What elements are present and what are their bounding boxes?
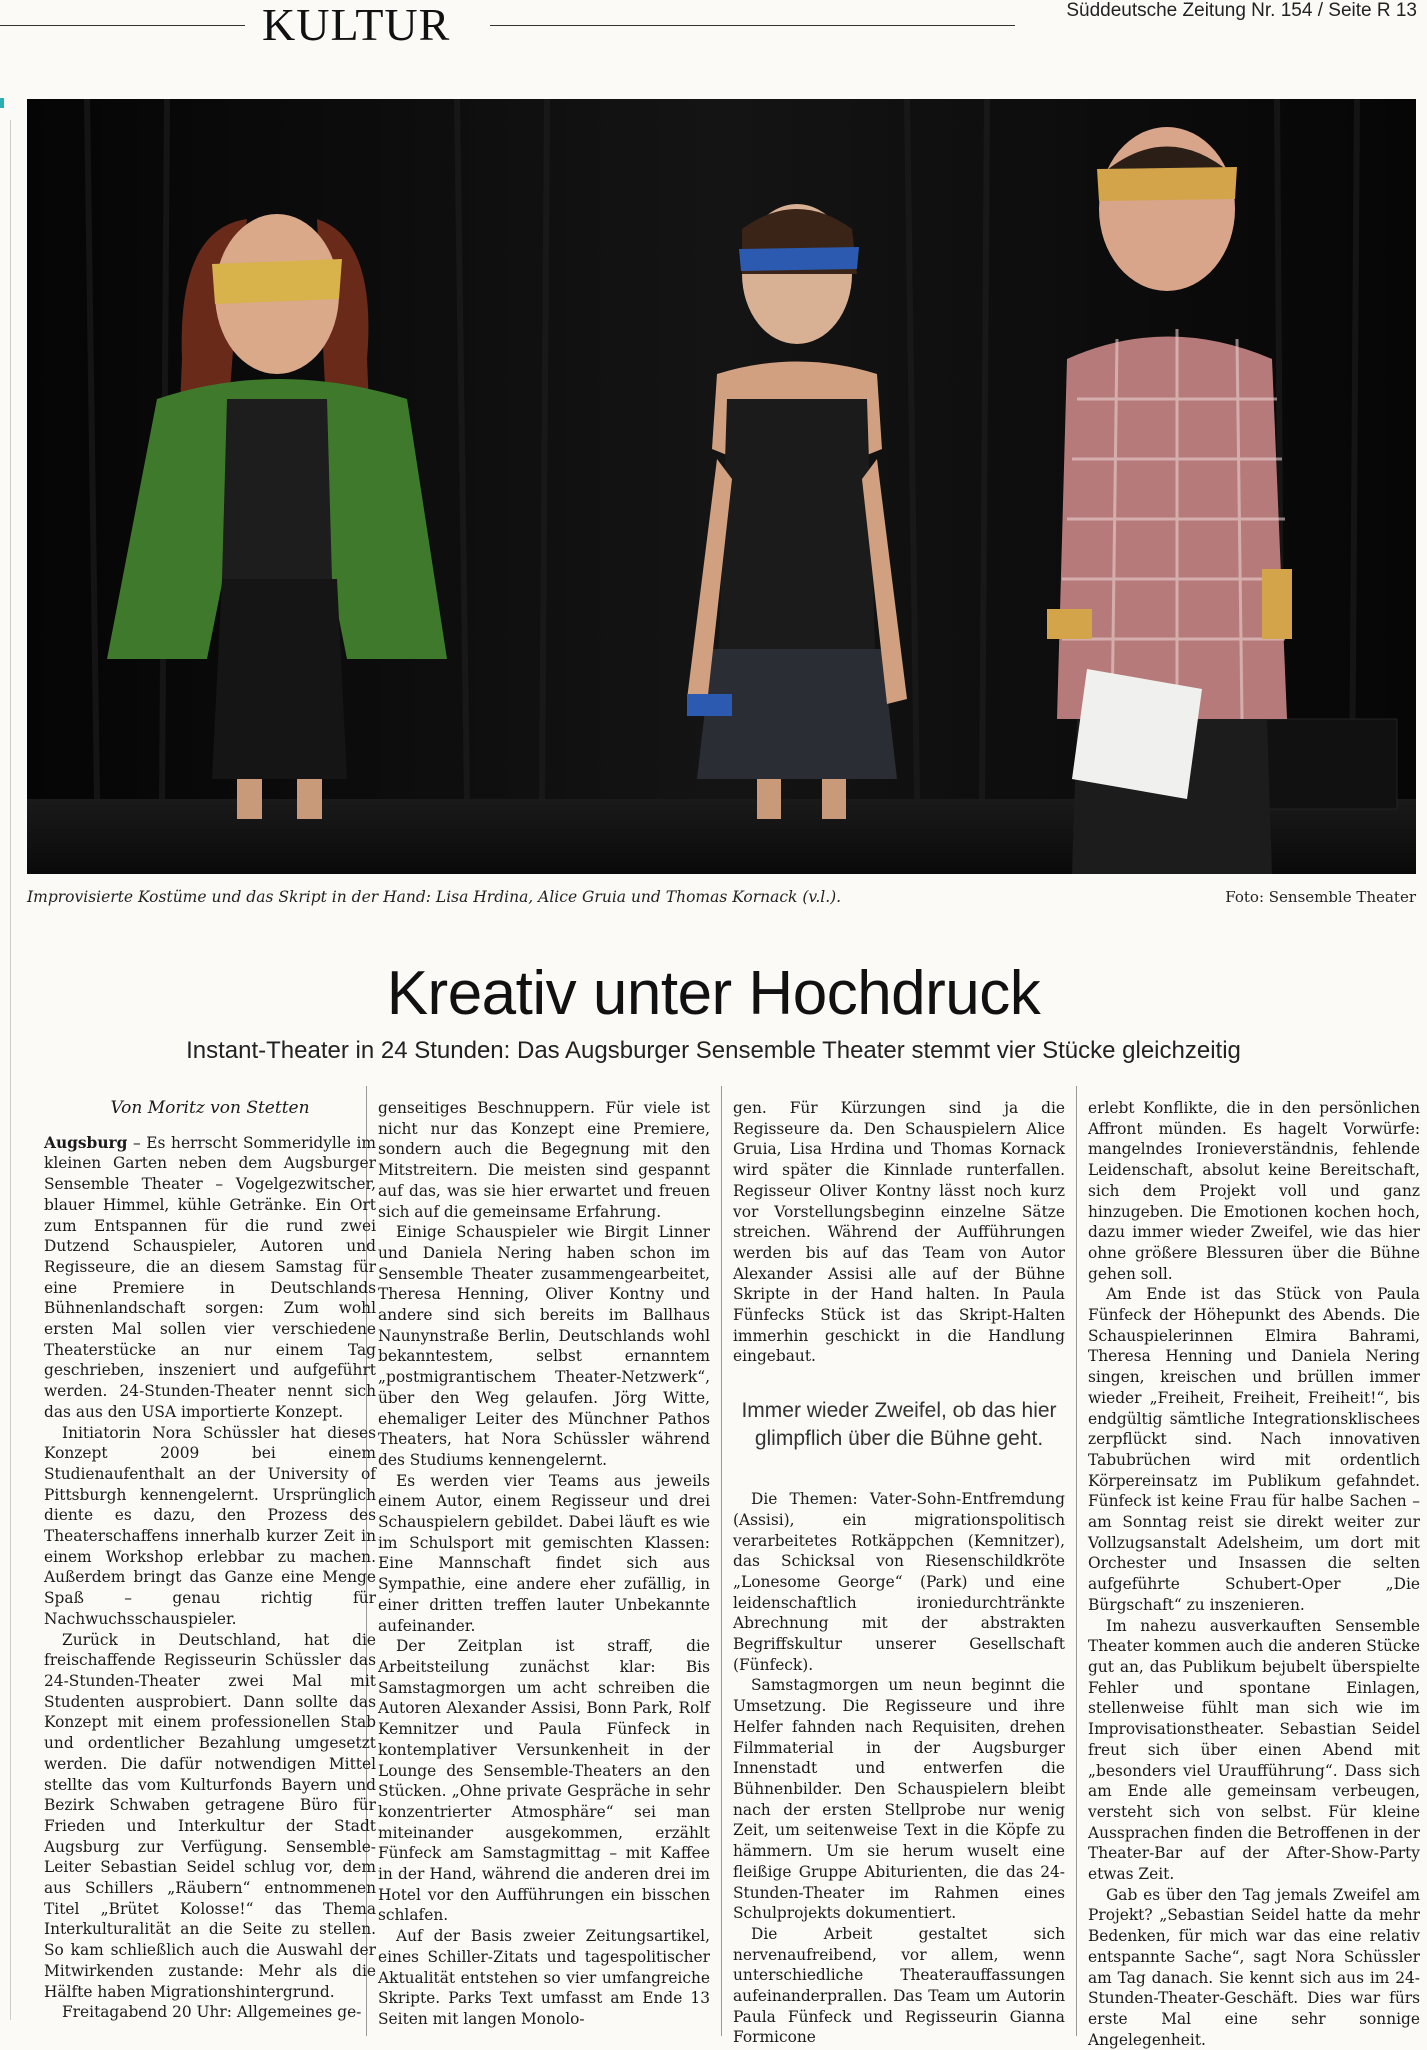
paragraph: Zurück in Deutschland, hat die freischaffende Regisseurin Schüssler das 24-Stunden-Theater zwei Mal mit Studenten ausprobiert. Dann sollte das Konzept mit einem professionellen Stab und ordentlicher Bezahlung umgesetzt werden. Die dafür notwendigen Mittel stellte das vom Kulturfonds Bayern und Bezirk Schwaben getragene Büro für Frieden und Interkultur der Stadt Augsburg zur Verfügung. Sensemble-Leiter Sebastian Seidel schlug vor, dem aus Schillers „Räubern“ entnommenen Titel „Brütet Kolosse!“ das Thema Interkulturalität an die Seite zu stellen. So kam schließlich auch die Auswahl der Mitwirkenden zustande: Mehr als die Hälfte haben Migrationshintergrund.	[44, 1630, 376, 2001]
paragraph: Initiatorin Nora Schüssler hat dieses Konzept 2009 bei einem Studienaufenthalt an der University of Pittsburgh kennengelernt. Ursprünglich diente es dazu, den Prozess des Theaterschaffens innerhalb kurzer Zeit in einem Workshop erlebbar zu machen. Außerdem bringt das Ganze eine Menge Spaß – genau richtig für Nachwuchsschauspieler.	[44, 1423, 376, 1628]
header-rule-right	[490, 25, 1015, 26]
stage-photo-illustration	[27, 99, 1416, 874]
column-rule-2	[721, 1086, 722, 2036]
ressort-title: KULTUR	[262, 0, 451, 50]
paragraph: Einige Schauspieler wie Birgit Linner und Daniela Nering haben schon im Sensemble Theater zusammengearbeitet, Theresa Henning, Oliver Kontny und andere sind sich bereits im Ballhaus Naunynstraße Berlin, Deutschlands wohl bekanntestem, selbst ernanntem „postmigrantischem Theater-Netzwerk“, über den Weg gelaufen. Jörg Witte, ehemaliger Leiter des Münchner Pathos Theaters, hat Nora Schüssler während des Studiums kennengelernt.	[378, 1223, 710, 1469]
paragraph: Samstagmorgen um neun beginnt die Umsetzung. Die Regisseure und ihre Helfer fahnden nach Requisiten, drehen Filmmaterial in der Augsburger Innenstadt und entwerfen die Bühnenbilder. Den Schauspielern bleibt nach der ersten Stellprobe nur wenig Zeit, um seitenweise Text in die Köpfe zu hämmern. Um sie herum wuselt eine fleißige Gruppe Abiturienten, die das 24-Stunden-Theater im Rahmen eines Schulprojekts dokumentiert.	[733, 1676, 1065, 1923]
article-headline: Kreativ unter Hochdruck	[386, 959, 1041, 1028]
left-margin-marker	[0, 98, 4, 108]
article-column-3	[733, 1098, 1065, 2048]
article-column-2	[378, 1098, 710, 2030]
photo-credit: Foto: Sensemble Theater	[1225, 888, 1416, 906]
photo-caption: Improvisierte Kostüme und das Skript in der Hand: Lisa Hrdina, Alice Gruia und Thomas Kornack (v.l.).	[27, 888, 842, 906]
paragraph: Gab es über den Tag jemals Zweifel am Projekt? „Sebastian Seidel hatte da mehr Bedenken, für mich war das eine relativ entspannte Sache“, sagt Nora Schüssler am Tag danach. Sie kennt sich aus im 24-Stunden-Theater-Geschäft. Dies war fürs erste Mal eine sehr sonnige Angelegenheit.	[1088, 1885, 1420, 2049]
pull-quote: Immer wieder Zweifel, ob das hier glimpflich über die Bühne geht.	[741, 1399, 1057, 1451]
paragraph: Die Arbeit gestaltet sich nervenaufreibend, vor allem, wenn unterschiedliche Theaterauffassungen aufeinanderprallen. Das Team um Autorin Paula Fünfeck und Regisseurin Gianna Formicone	[733, 1924, 1065, 2047]
paragraph: Am Ende ist das Stück von Paula Fünfeck der Höhepunkt des Abends. Die Schauspielerinnen Elmira Bahrami, Theresa Henning und Daniela Nering singen, kreischen und brüllen immer wieder „Freiheit, Freiheit, Freiheit!“, bis endgültig sämtliche Integrationsklischees zerpflückt sind. Nach innovativen Tabubrüchen wird mit ordentlich Körpereinsatz im Publikum gefahndet. Fünfeck ist keine Frau für halbe Sachen – am Sonntag reist sie direkt weiter zur Vollzugsanstalt Adelsheim, um dort mit Orchester und Insassen die selten aufgeführte Schubert-Oper „Die Bürgschaft“ zu inszenieren.	[1088, 1285, 1420, 1614]
paragraph: erlebt Konflikte, die in den persönlichen Affront münden. Es hagelt Vorwürfe: mangelndes Ironieverständnis, fehlende Leidenschaft, absolut keine Bereitschaft, sich dem Projekt voll und ganz hinzugeben. Die Emotionen kochen hoch, dazu immer wieder Zweifel, wie das hier ohne größere Blessuren über die Bühne gehen soll.	[1088, 1099, 1420, 1283]
article-column-4	[1088, 1098, 1420, 2050]
article-column-1	[44, 1098, 376, 2023]
page-header	[0, 0, 1427, 50]
paragraph: Es werden vier Teams aus jeweils einem Autor, einem Regisseur und drei Schauspielern gebildet. Dabei läuft es wie im Schulsport mit gemischten Klassen: Eine Mannschaft findet sich aus Sympathie, eine andere eher zufällig, in einer dritten treffen lauter Unbekannte aufeinander.	[378, 1471, 710, 1635]
paragraph: Freitagabend 20 Uhr: Allgemeines ge-	[62, 2003, 362, 2022]
paragraph: Im nahezu ausverkauften Sensemble Theater kommen auch die anderen Stücke gut an, das Publikum bejubelt überspielte Fehler und spontane Einlagen, stellenweise fühlt man sich wie im Improvisationstheater. Sebastian Seidel freut sich über einen Abend mit „besonders viel Uraufführung“. Dass sich am Ende alle gemeinsam verbeugen, versteht sich von selbst. Für kleine Aussprachen finden die Betroffenen in der Theater-Bar auf der After-Show-Party etwas Zeit.	[1088, 1616, 1420, 1884]
lead-paragraph	[44, 1133, 376, 1423]
byline: Von Moritz von Stetten	[110, 1098, 310, 1118]
paragraph: gen. Für Kürzungen sind ja die Regisseure da. Den Schauspielern Alice Gruia, Lisa Hrdina und Thomas Kornack wird später die Kinnlade runterfallen. Regisseur Oliver Kontny lässt noch kurz vor Vorstellungsbeginn einzelne Sätze streichen. Während der Aufführungen werden bis auf das Team von Autor Alexander Assisi alle auf der Bühne Skripte in der Hand halten. In Paula Fünfecks Stück ist das Skript-Halten immerhin geschickt in die Handlung eingebaut.	[733, 1099, 1065, 1366]
paragraph: Die Themen: Vater-Sohn-Entfremdung (Assisi), ein migrationspolitisch verarbeitetes Rotkäppchen (Kemnitzer), das Schicksal von Riesenschildkröte „Lonesome George“ (Park) und eine leidenschaftlich ironiedurchtränkte Abrechnung mit der abstrakten Begriffskultur unserer Gesellschaft (Fünfeck).	[733, 1490, 1065, 1674]
header-rule-left	[0, 25, 245, 26]
article-subhead: Instant-Theater in 24 Stunden: Das Augsburger Sensemble Theater stemmt vier Stücke gleichzeitig	[186, 1037, 1241, 1064]
paper-reference: Süddeutsche Zeitung Nr. 154 / Seite R 13	[1066, 0, 1417, 21]
article-photo	[27, 99, 1416, 874]
paragraph: Der Zeitplan ist straff, die Arbeitsteilung zunächst klar: Bis Samstagmorgen um acht schreiben die Autoren Alexander Assisi, Bonn Park, Rolf Kemnitzer und Paula Fünfeck in kontemplativer Versunkenheit in der Lounge des Sensemble-Theaters an den Stücken. „Ohne private Gespräche in sehr konzentrierter Atmosphäre“ sei man miteinander ausgekommen, erzählt Fünfeck am Samstagmittag – mit Kaffee in der Hand, während die anderen drei im Hotel vor den Aufführungen ein bisschen schlafen.	[378, 1637, 710, 1925]
paragraph: – Es herrscht Sommeridylle im kleinen Garten neben dem Augsburger Sensemble Theater – Vogelgezwitscher, blauer Himmel, kühle Getränke. Ein Ort zum Entspannen für die rund zwei Dutzend Schauspieler, Autoren und Regisseure, die an diesem Samstag für eine Premiere in Deutschlands Bühnenlandschaft sorgen: Zum wohl ersten Mal sollen vier verschiedene Theaterstücke an nur einem Tag geschrieben, inszeniert und aufgeführt werden. 24-Stunden-Theater nennt sich das aus den USA importierte Konzept.	[44, 1133, 376, 1421]
paragraph: genseitiges Beschnuppern. Für viele ist nicht nur das Konzept eine Premiere, sondern auch die Begegnung mit den Mitstreitern. Die meisten sind gespannt auf das, was sie hier erwartet und freuen sich auf die gemeinsame Erfahrung.	[378, 1099, 710, 1221]
paragraph: Auf der Basis zweier Zeitungsartikel, eines Schiller-Zitats und tagespolitischer Aktualität entstehen so vier umfangreiche Skripte. Parks Text umfasst am Ende 13 Seiten mit langen Monolo-	[378, 1927, 710, 2028]
dateline: Augsburg	[44, 1133, 128, 1152]
column-rule-3	[1076, 1086, 1077, 2036]
left-column-rule	[10, 120, 11, 2020]
